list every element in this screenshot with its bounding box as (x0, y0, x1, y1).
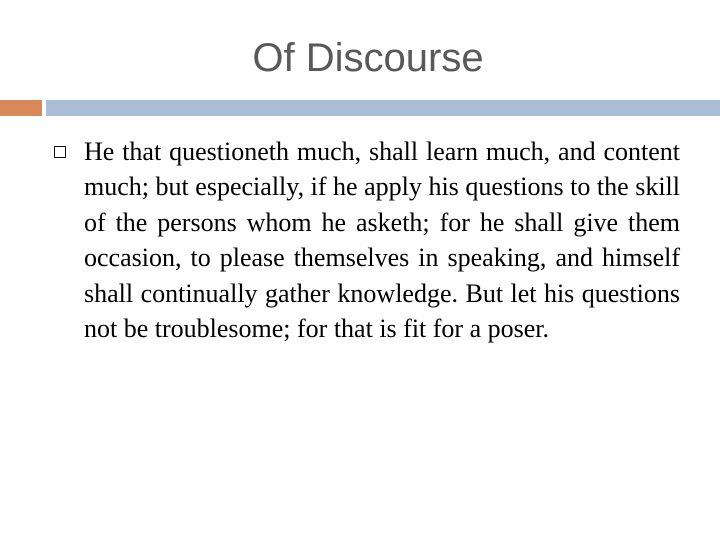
hollow-square-bullet-icon (54, 146, 66, 158)
title-rule-bar (46, 100, 720, 116)
slide-title: Of Discourse (252, 36, 484, 80)
title-rule-accent (0, 100, 42, 116)
bullet-item (52, 134, 680, 346)
bullet-text: He that questioneth much, shall learn much, and content much; but especially, if he apply his questions to the skill of the persons whom he asketh; for he shall give them occasion, to please themselves in speaking, and himself shall continually gather knowledge. But let his questions not be troublesome; for that is fit for a poser. (84, 137, 680, 344)
slide-content (52, 134, 680, 346)
